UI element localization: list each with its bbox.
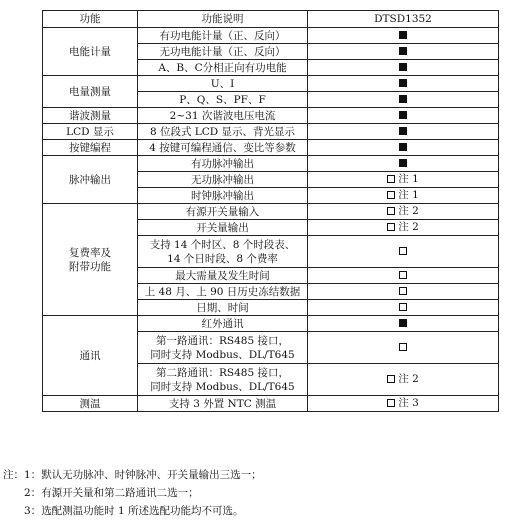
description-cell: 有功电能计量（正、反向） xyxy=(138,28,308,44)
function-cell: LCD 显示 xyxy=(43,124,138,140)
empty-square-icon xyxy=(387,191,395,199)
filled-square-icon xyxy=(399,111,407,119)
note-reference: 注 1 xyxy=(398,189,419,201)
empty-square-icon xyxy=(387,207,395,215)
table-body xyxy=(43,28,499,412)
filled-square-icon xyxy=(399,319,407,327)
note-reference: 注 2 xyxy=(398,373,419,385)
description-line: 第二路通讯：RS485 接口， xyxy=(156,366,289,379)
description-cell: 红外通讯 xyxy=(138,316,308,332)
description-cell: A、B、C分相正向有功电能 xyxy=(138,60,308,76)
filled-square-icon xyxy=(399,63,407,71)
function-label-line: 附带功能 xyxy=(69,260,111,273)
footnote-prefix: 注： xyxy=(3,469,24,481)
function-cell: 测温 xyxy=(43,396,138,412)
description-cell: 时钟脉冲输出 xyxy=(138,188,308,204)
description-cell: P、Q、S、PF、F xyxy=(138,92,308,108)
description-line: 同时支持 Modbus、DL/T645 xyxy=(150,380,295,393)
empty-square-icon xyxy=(399,287,407,295)
table-row xyxy=(43,28,499,44)
description-cell: 开关量输出 xyxy=(138,220,308,236)
filled-square-icon xyxy=(399,159,407,167)
footnote-text: 有源开关量和第二路通讯二选一； xyxy=(41,487,199,499)
description-cell xyxy=(138,332,308,364)
empty-square-icon xyxy=(399,271,407,279)
model-support-cell xyxy=(308,396,499,412)
table-row xyxy=(43,124,499,140)
filled-square-icon xyxy=(399,79,407,87)
model-support-cell xyxy=(308,220,499,236)
footnote-number: 2： xyxy=(24,487,42,499)
header-function: 功能 xyxy=(43,11,138,28)
header-description: 功能说明 xyxy=(138,11,308,28)
header-model: DTSD1352 xyxy=(308,11,499,28)
footnote-3 xyxy=(0,502,520,520)
function-cell: 脉冲输出 xyxy=(43,156,138,204)
table-header-row xyxy=(43,11,499,28)
filled-square-icon xyxy=(399,143,407,151)
function-spec-table xyxy=(42,10,499,412)
model-support-cell xyxy=(308,204,499,220)
model-support-cell xyxy=(308,268,499,284)
model-support-cell xyxy=(308,188,499,204)
model-support-cell xyxy=(308,316,499,332)
model-support-cell xyxy=(308,156,499,172)
description-cell: 4 按键可编程通信、变比等参数 xyxy=(138,140,308,156)
description-cell: 支持 3 外置 NTC 测温 xyxy=(138,396,308,412)
filled-square-icon xyxy=(399,47,407,55)
function-cell: 谐波测量 xyxy=(43,108,138,124)
footnote-number: 3： xyxy=(24,505,42,517)
description-line: 14 个日时段、8 个费率 xyxy=(167,252,278,265)
description-cell: 8 位段式 LCD 显示、背光显示 xyxy=(138,124,308,140)
empty-square-icon xyxy=(387,175,395,183)
note-reference: 注 3 xyxy=(398,397,419,409)
function-cell xyxy=(43,204,138,316)
description-cell: 日期、时间 xyxy=(138,300,308,316)
model-support-cell xyxy=(308,332,499,364)
filled-square-icon xyxy=(399,31,407,39)
description-cell: 上 48 月、上 90 日历史冻结数据 xyxy=(138,284,308,300)
model-support-cell xyxy=(308,92,499,108)
table-row xyxy=(43,76,499,92)
filled-square-icon xyxy=(399,95,407,103)
empty-square-icon xyxy=(399,343,407,351)
model-support-cell xyxy=(308,284,499,300)
model-support-cell xyxy=(308,172,499,188)
description-line: 第一路通讯：RS485 接口， xyxy=(156,334,289,347)
model-support-cell xyxy=(308,44,499,60)
description-cell: 有功脉冲输出 xyxy=(138,156,308,172)
footnote-2 xyxy=(0,484,520,502)
footnote-text: 选配测温功能时 1 所述选配功能均不可选。 xyxy=(41,505,244,517)
footnote-number: 1： xyxy=(24,469,42,481)
function-cell: 按键编程 xyxy=(43,140,138,156)
empty-square-icon xyxy=(387,223,395,231)
table-row xyxy=(43,156,499,172)
table-row xyxy=(43,204,499,220)
table-row xyxy=(43,108,499,124)
model-support-cell xyxy=(308,236,499,268)
empty-square-icon xyxy=(387,375,395,383)
function-label-line: 复费率及 xyxy=(69,246,111,259)
model-support-cell xyxy=(308,300,499,316)
empty-square-icon xyxy=(399,247,407,255)
table-row xyxy=(43,140,499,156)
description-line: 支持 14 个时区、8 个时段表、 xyxy=(149,238,296,251)
model-support-cell xyxy=(308,60,499,76)
description-cell: 无功电能计量（正、反向） xyxy=(138,44,308,60)
empty-square-icon xyxy=(399,303,407,311)
function-cell: 通讯 xyxy=(43,316,138,396)
filled-square-icon xyxy=(399,127,407,135)
model-support-cell xyxy=(308,76,499,92)
table-row xyxy=(43,396,499,412)
footnote-text: 默认无功脉冲、时钟脉冲、开关量输出三选一； xyxy=(41,469,262,481)
note-reference: 注 2 xyxy=(398,221,419,233)
note-reference: 注 2 xyxy=(398,205,419,217)
table-row xyxy=(43,316,499,332)
function-cell: 电能计量 xyxy=(43,28,138,76)
model-support-cell xyxy=(308,108,499,124)
description-line: 同时支持 Modbus、DL/T645 xyxy=(150,348,295,361)
model-support-cell xyxy=(308,124,499,140)
description-cell: U、I xyxy=(138,76,308,92)
model-support-cell xyxy=(308,140,499,156)
function-cell: 电量测量 xyxy=(43,76,138,108)
model-support-cell xyxy=(308,28,499,44)
description-cell xyxy=(138,364,308,396)
note-reference: 注 1 xyxy=(398,173,419,185)
description-cell: 最大需量及发生时间 xyxy=(138,268,308,284)
description-cell: 2~31 次谐波电压电流 xyxy=(138,108,308,124)
model-support-cell xyxy=(308,364,499,396)
description-cell: 无功脉冲输出 xyxy=(138,172,308,188)
empty-square-icon xyxy=(387,399,395,407)
description-cell: 有源开关量输入 xyxy=(138,204,308,220)
footnote-1 xyxy=(0,466,520,484)
footnotes xyxy=(0,466,520,520)
description-cell xyxy=(138,236,308,268)
